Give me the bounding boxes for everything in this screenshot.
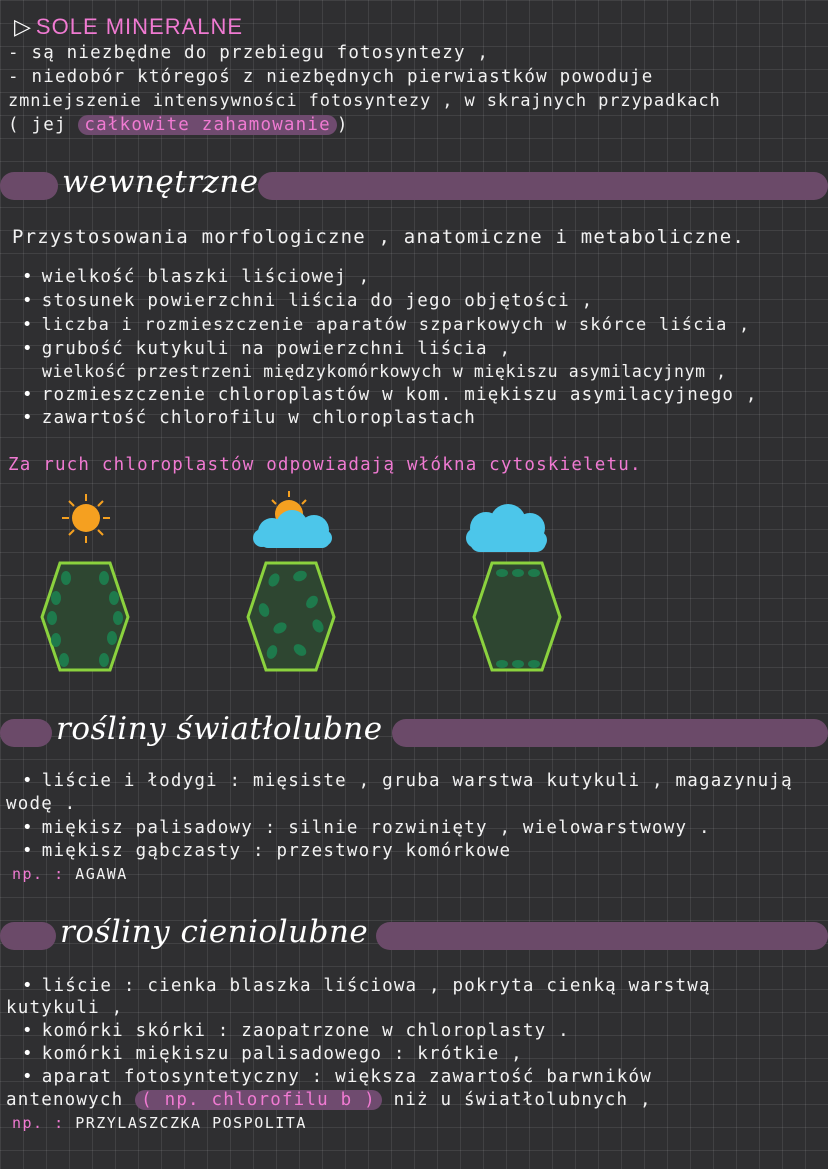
bullet-dot-icon: • (22, 291, 34, 311)
section1-subheader: Przystosowania morfologiczne , anatomiczne i metaboliczne. (12, 226, 746, 248)
sun-behind-cloud-icon (253, 491, 332, 548)
bullet-dot-icon: • (22, 1021, 34, 1041)
header-bar-right (392, 719, 828, 747)
bullet-text: miękisz gąbczasty : przestwory komórkowe (41, 841, 512, 861)
cell-shade-icon (474, 563, 560, 670)
intro-line-2: - niedobór któregoś z niezbędnych pierwiastków powoduje (8, 67, 654, 87)
title-text: SOLE MINERALNE (35, 14, 244, 39)
title-sole-mineralne (14, 14, 243, 40)
section1-note: Za ruch chloroplastów odpowiadają włókna cytoskieletu. (8, 455, 642, 475)
line5-start: antenowych (6, 1090, 136, 1110)
bullet-text: rozmieszczenie chloroplastów w kom. miękiszu asymilacyjnego , (41, 385, 758, 405)
section1-bullet-2 (22, 290, 593, 312)
bullet-dot-icon: • (22, 385, 34, 405)
section3-example (12, 1112, 307, 1134)
bullet-dot-icon: • (22, 1044, 34, 1064)
bullet-dot-icon: • (22, 771, 34, 791)
bullet-dot-icon: • (22, 1067, 34, 1087)
section-header-cieniolubne: rośliny cieniolubne (60, 914, 369, 950)
section1-continuation: wielkość przestrzeni międzykomórkowych w miękiszu asymilacyjnym , (42, 362, 727, 381)
section1-bullet-6 (22, 407, 476, 429)
bullet-dot-icon: • (22, 267, 34, 287)
play-triangle-icon: ▷ (14, 14, 32, 39)
section3-line-2 (22, 1020, 570, 1042)
header-bar-left (0, 172, 58, 200)
cell-light-icon (42, 563, 128, 670)
section2-line-1b: wodę . (6, 794, 77, 814)
sun-icon (62, 494, 110, 543)
header-bar-left (0, 922, 56, 950)
bullet-text: komórki miękiszu palisadowego : krótkie , (41, 1044, 523, 1064)
bullet-text: liczba i rozmieszczenie aparatów szparkowych w skórce liścia , (41, 315, 751, 335)
bullet-dot-icon: • (22, 408, 34, 428)
cell-medium-icon (248, 563, 334, 670)
bullet-text: zawartość chlorofilu w chloroplastach (41, 408, 476, 428)
bullet-text: stosunek powierzchni liścia do jego objętości , (41, 291, 594, 311)
bullet-text: liście : cienka blaszka liściowa , pokryta cienką warstwą (41, 976, 711, 996)
bullet-text: aparat fotosyntetyczny : większa zawartość barwników (41, 1067, 653, 1087)
section3-line-5 (6, 1089, 652, 1111)
section1-bullet-5 (22, 384, 758, 406)
bullet-dot-icon: • (22, 315, 34, 335)
bullet-dot-icon: • (22, 976, 34, 996)
intro-line-3: zmniejszenie intensywności fotosyntezy , w skrajnych przypadkach (8, 91, 721, 111)
bullet-dot-icon: • (22, 339, 34, 359)
bullet-text: miękisz palisadowy : silnie rozwinięty , wielowarstwowy . (41, 818, 711, 838)
section2-line-1 (22, 770, 793, 792)
section2-line-3 (22, 840, 511, 862)
section2-line-2 (22, 817, 711, 839)
section-header-wewnetrzne: wewnętrzne (62, 164, 259, 200)
highlight-chlorofil-b: ( np. chlorofilu b ) (135, 1090, 382, 1110)
section2-example (12, 863, 128, 885)
np-label: np. : (12, 1114, 65, 1132)
bullet-text: liście i łodygi : mięsiste , gruba warstwa kutykuli , magazynują (41, 771, 793, 791)
section1-bullet-4 (22, 338, 511, 360)
section3-line-1b: kutykuli , (6, 998, 124, 1018)
bullet-text: komórki skórki : zaopatrzone w chloroplasty . (41, 1021, 570, 1041)
bullet-dot-icon: • (22, 818, 34, 838)
bullet-text: wielkość blaszki liściowej , (41, 267, 371, 287)
highlight-calkowite-zahamowanie: całkowite zahamowanie (78, 115, 336, 135)
intro-line-4-end: ) (336, 115, 349, 135)
header-bar-right (376, 922, 828, 950)
section-header-swiatlolubne: rośliny światłolubne (56, 711, 383, 747)
bullet-dot-icon: • (22, 841, 34, 861)
header-bar-left (0, 719, 52, 747)
example-agawa: AGAWA (75, 865, 128, 883)
intro-line-1: - są niezbędne do przebiegu fotosyntezy , (8, 43, 490, 63)
cloud-icon (466, 504, 547, 552)
example-przylaszczka: PRZYLASZCZKA POSPOLITA (75, 1114, 307, 1132)
line5-end: niż u światłolubnych , (381, 1090, 652, 1110)
np-label: np. : (12, 865, 65, 883)
section1-bullet-3 (22, 314, 750, 336)
section3-line-3 (22, 1043, 523, 1065)
section3-line-4 (22, 1066, 652, 1088)
section1-bullet-1 (22, 266, 370, 288)
intro-line-4 (8, 114, 349, 136)
chloroplast-illustration (0, 490, 828, 690)
section3-line-1 (22, 975, 711, 997)
bullet-text: grubość kutykuli na powierzchni liścia , (41, 339, 512, 359)
intro-line-4-start: ( jej (8, 115, 79, 135)
header-bar-right (258, 172, 828, 200)
